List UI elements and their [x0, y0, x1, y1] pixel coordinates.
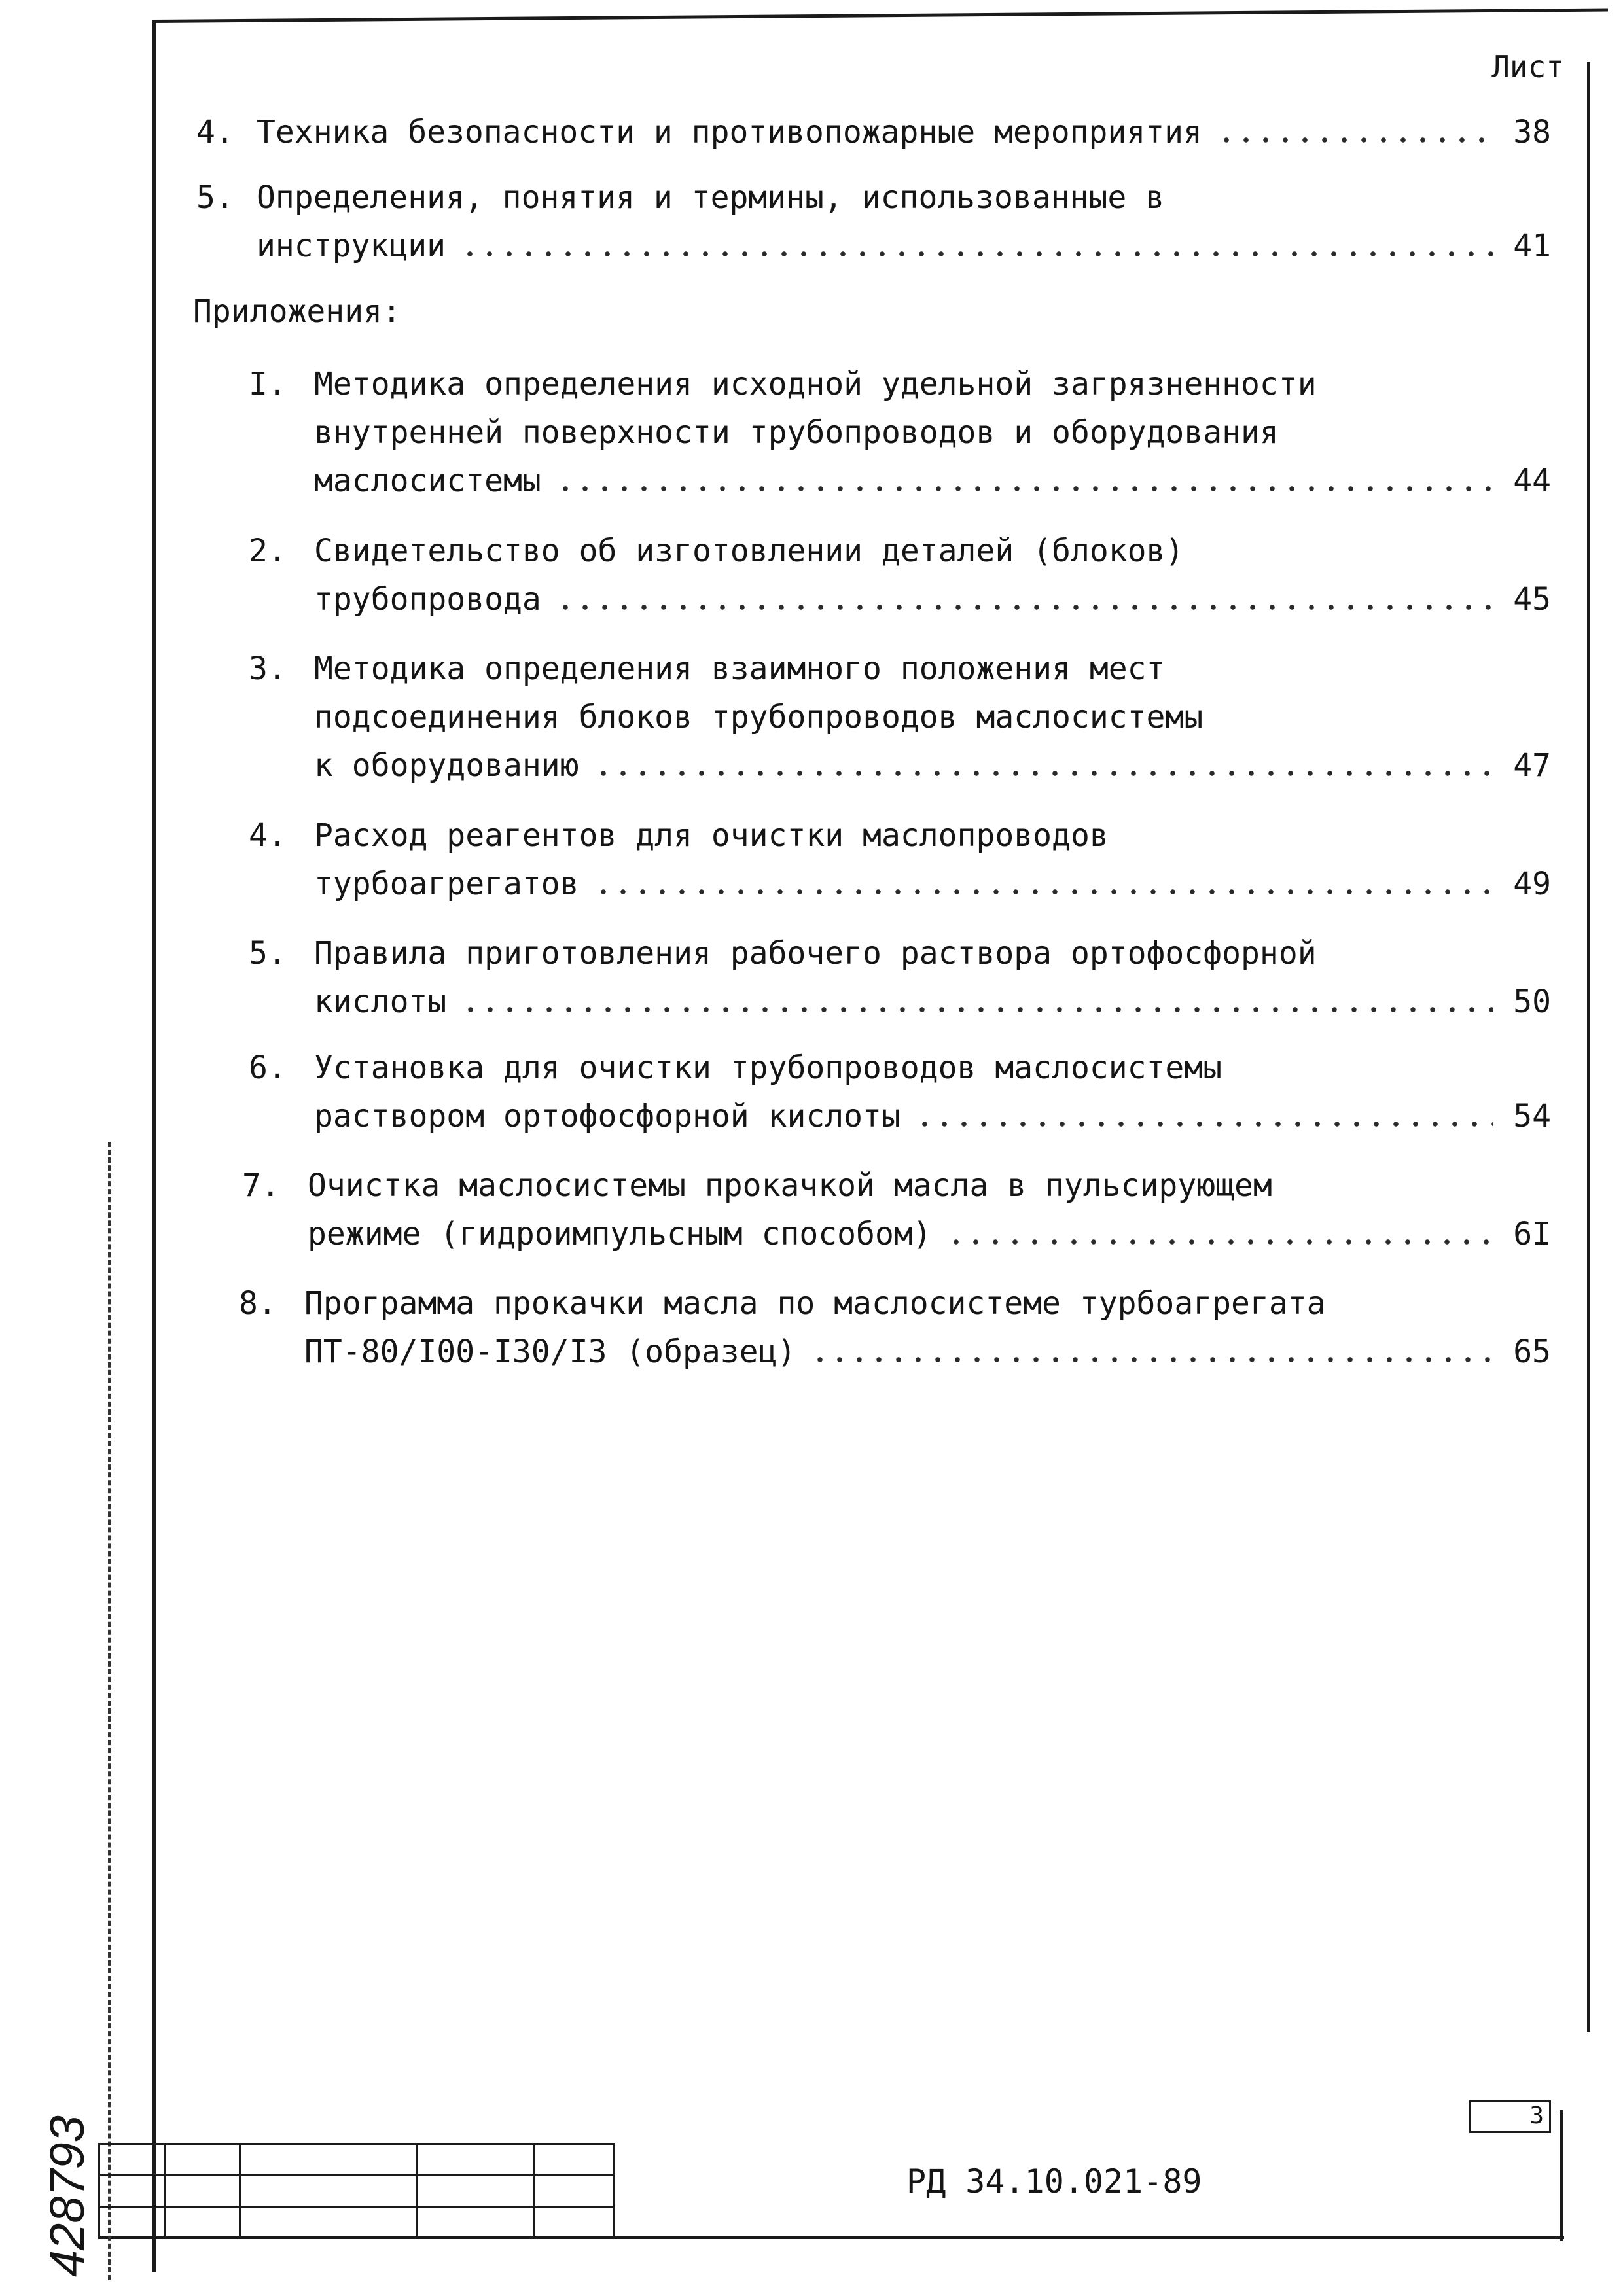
toc-entry-5 [196, 173, 1551, 270]
entry-number: 3. [249, 650, 287, 687]
grid-line [416, 2143, 418, 2238]
entry-text: инструкции [257, 228, 446, 264]
leader-dots [946, 1237, 1493, 1246]
entry-last-line [314, 741, 1551, 790]
grid-line [98, 2174, 615, 2176]
entry-page-number: 38 [1513, 114, 1551, 150]
entry-text: Расход реагентов для очистки маслопроводов [314, 817, 1109, 854]
grid-line [98, 2206, 615, 2208]
entry-text: Свидетельство об изготовлении деталей (блоков) [314, 533, 1185, 569]
entry-page-number: 49 [1513, 866, 1551, 902]
entry-last-line [314, 575, 1551, 624]
entry-text: кислоты [314, 983, 447, 1020]
entry-text: Установка для очистки трубопроводов маслосистемы [314, 1050, 1222, 1086]
entry-text: Правила приготовления рабочего раствора ортофосфорной [314, 935, 1317, 972]
appendix-entry-3 [249, 645, 1551, 790]
entry-text: трубопровода [314, 581, 541, 618]
entry-number: 2. [249, 533, 287, 569]
leader-dots [556, 603, 1493, 612]
appendix-entry-4 [249, 811, 1551, 908]
document-code: РД 34.10.021-89 [906, 2163, 1202, 2200]
entry-text: турбоагрегатов [314, 866, 579, 902]
entry-number: 8. [239, 1285, 277, 1322]
leader-dots [1217, 135, 1493, 145]
leader-dots [810, 1355, 1493, 1364]
entry-page-number: 47 [1513, 747, 1551, 784]
entry-number: 5. [196, 179, 234, 216]
entry-last-line [314, 457, 1551, 505]
entry-page-number: 44 [1513, 463, 1551, 499]
entry-text: маслосистемы [314, 463, 541, 499]
entry-last-line [257, 108, 1551, 156]
frame-left-border [152, 21, 156, 2272]
appendix-entry-7 [242, 1161, 1551, 1258]
appendix-entry-1 [249, 360, 1551, 505]
entry-number: 5. [249, 935, 287, 972]
entry-last-line [314, 978, 1551, 1026]
entry-last-line [304, 1328, 1551, 1376]
sheet-number-box [1469, 2100, 1551, 2133]
entry-page-number: 54 [1513, 1098, 1551, 1135]
entry-text: внутренней поверхности трубопроводов и оборудования [314, 414, 1279, 451]
entry-text: раствором ортофосфорной кислоты [314, 1098, 901, 1135]
appendix-entry-6 [249, 1044, 1551, 1140]
leader-dots [594, 887, 1493, 896]
sheet-column-label: Лист [1491, 49, 1564, 84]
entry-page-number: 45 [1513, 581, 1551, 618]
entry-text: ПТ-80/I00-I30/I3 (образец) [304, 1333, 796, 1370]
grid-line [613, 2143, 615, 2238]
binding-margin-line [108, 1142, 112, 2280]
entry-page-number: 50 [1513, 983, 1551, 1020]
leader-dots [915, 1120, 1493, 1129]
entry-page-number: 65 [1513, 1333, 1551, 1370]
entry-number: 4. [249, 817, 287, 854]
entry-last-line [257, 222, 1551, 270]
entry-text: Программа прокачки масла по маслосистеме турбоагрегата [304, 1285, 1326, 1322]
entry-text: Определения, понятия и термины, использованные в [257, 179, 1165, 216]
grid-line [239, 2143, 241, 2238]
entry-number: 6. [249, 1050, 287, 1086]
entry-last-line [308, 1210, 1551, 1258]
appendix-entry-8 [239, 1279, 1551, 1376]
entry-text: Очистка маслосистемы прокачкой масла в пульсирующем [308, 1167, 1272, 1204]
entry-text: подсоединения блоков трубопроводов маслосистемы [314, 699, 1204, 735]
entry-last-line [314, 860, 1551, 908]
entry-text: режиме (гидроимпульсным способом) [308, 1216, 932, 1252]
frame-right-border-lower [1560, 2110, 1563, 2241]
entry-text: Техника безопасности и противопожарные мероприятия [257, 114, 1202, 150]
entry-number: 4. [196, 114, 234, 150]
toc-entry-4 [196, 108, 1551, 156]
frame-top-border [152, 9, 1608, 23]
entry-number: 7. [242, 1167, 280, 1204]
entry-last-line [314, 1092, 1551, 1140]
entry-text: Методика определения исходной удельной загрязненности [314, 366, 1317, 402]
sheet-number: 3 [1529, 2102, 1544, 2129]
appendix-heading: Приложения: [193, 293, 401, 330]
grid-line [164, 2143, 166, 2238]
leader-dots [556, 484, 1493, 493]
leader-dots [594, 769, 1493, 778]
grid-line [98, 2143, 615, 2145]
frame-right-border [1587, 62, 1590, 2032]
appendix-entry-2 [249, 527, 1551, 624]
title-block-grid [98, 2143, 615, 2238]
entry-text: Методика определения взаимного положения мест [314, 650, 1166, 687]
leader-dots [461, 1005, 1493, 1014]
entry-text: к оборудованию [314, 747, 579, 784]
grid-line [98, 2143, 100, 2238]
entry-page-number: 41 [1513, 228, 1551, 264]
entry-page-number: 6I [1513, 1216, 1551, 1252]
appendix-entry-5 [249, 929, 1551, 1026]
archive-number: 428793 [40, 2115, 94, 2277]
leader-dots [460, 249, 1493, 258]
entry-number: I. [249, 366, 287, 402]
grid-line [533, 2143, 535, 2238]
